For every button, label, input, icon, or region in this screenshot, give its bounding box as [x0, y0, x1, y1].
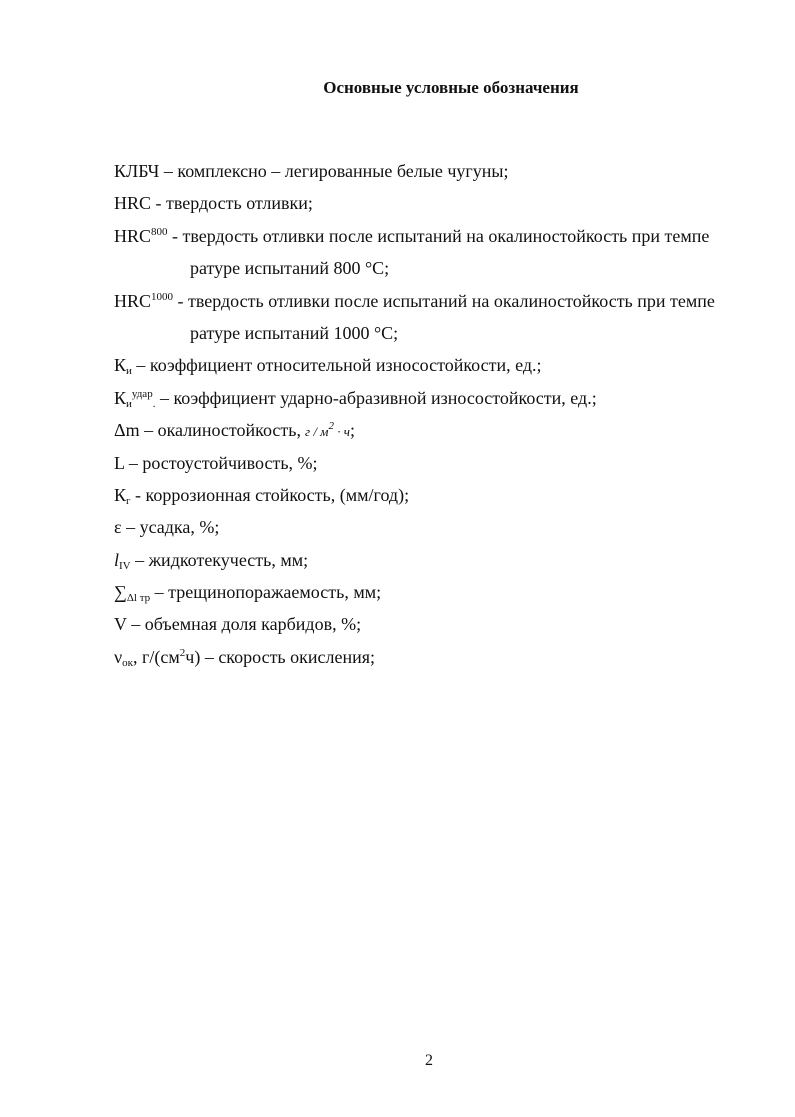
page-title: Основные условные обозначения: [323, 78, 579, 97]
separator: –: [155, 387, 174, 408]
term-superscript: 800: [151, 225, 168, 238]
term: ε: [114, 517, 122, 538]
notation-entry-sum-dl: [114, 576, 754, 608]
term: V: [114, 614, 127, 635]
unit-part: · ч: [333, 424, 350, 440]
notation-entry-liv: [114, 544, 754, 576]
notation-entry-nu-ok: [114, 641, 754, 673]
separator: -: [151, 193, 167, 214]
notation-entry-hrc1000: [114, 285, 754, 317]
term-subscript: ок: [122, 656, 133, 669]
separator: –: [139, 420, 158, 441]
term-unit-end: ч): [185, 646, 201, 667]
notation-entry-kg: [114, 479, 754, 511]
separator: –: [126, 614, 145, 635]
term-subscript: и: [126, 365, 132, 378]
description: твердость отливки после испытаний на окалиностойкость при темпе: [182, 225, 710, 246]
term: К: [114, 484, 127, 505]
description: твердость отливки;: [166, 193, 313, 214]
unit-formula: [305, 420, 350, 440]
notation-entry-v: [114, 608, 754, 640]
unit-part: г / м: [305, 424, 329, 440]
description: усадка, %;: [139, 517, 220, 538]
term: HRC: [114, 193, 152, 214]
separator: –: [131, 355, 150, 376]
description: твердость отливки после испытаний на окалиностойкость при темпе: [188, 290, 715, 311]
term: HRC: [114, 225, 152, 246]
notation-entry-hrc800: [114, 220, 754, 252]
term-subscript-dot: .: [152, 397, 156, 410]
description: коэффициент ударно-абразивной износостойкости, ед.;: [173, 387, 597, 408]
term: Δm: [114, 420, 140, 441]
notation-entry-klbch: [114, 155, 754, 187]
term: К: [114, 355, 127, 376]
separator: –: [130, 549, 149, 570]
description: скорость окисления;: [218, 646, 376, 667]
description: окалиностойкость,: [157, 420, 301, 441]
page-number: 2: [425, 1052, 433, 1069]
term-unit-superscript: 2: [179, 646, 186, 659]
term: КЛБЧ: [114, 161, 160, 181]
description: объемная доля карбидов, %;: [144, 614, 362, 635]
term-superscript: удар: [131, 387, 153, 400]
unit-superscript: 2: [328, 420, 334, 433]
description: жидкотекучесть, мм;: [148, 549, 309, 570]
term: ∑: [114, 582, 127, 603]
term-superscript: 1000: [151, 290, 174, 303]
separator: -: [167, 225, 183, 246]
term-subscript: г: [126, 494, 131, 507]
separator: –: [121, 517, 140, 538]
term-unit: , г/(см: [133, 646, 180, 667]
term: ν: [114, 646, 123, 667]
separator: -: [130, 484, 146, 505]
notation-entry-epsilon: [114, 511, 754, 543]
separator: –: [200, 646, 219, 667]
separator: –: [124, 452, 143, 473]
notation-entry-hrc: [114, 187, 754, 219]
term-subscript: и: [126, 397, 132, 410]
notation-entry-l: [114, 447, 754, 479]
term: L: [114, 452, 125, 473]
separator: –: [150, 582, 169, 603]
description: коэффициент относительной износостойкости, ед.;: [149, 355, 542, 376]
term: l: [114, 549, 120, 570]
term: К: [114, 387, 127, 408]
notation-list: [114, 155, 754, 673]
separator: –: [159, 161, 178, 181]
line-end: ;: [349, 420, 355, 441]
notation-entry-hrc800-continuation: ратуре испытаний 800 °С;: [190, 258, 390, 279]
notation-entry-ki: [114, 349, 754, 381]
description: комплексно – легированные белые чугуны;: [177, 161, 509, 181]
description: ростоустойчивость, %;: [142, 452, 318, 473]
notation-entry-hrc1000-continuation: ратуре испытаний 1000 °С;: [190, 322, 399, 343]
notation-entry-ki-udar: [114, 382, 754, 414]
description: коррозионная стойкость, (мм/год);: [145, 484, 410, 505]
notation-entry-delta-m: [114, 414, 754, 446]
term-subscript: IV: [119, 559, 131, 572]
separator: -: [173, 290, 189, 311]
description: трещинопоражаемость, мм;: [168, 582, 382, 603]
term: HRC: [114, 290, 152, 311]
term-subscript: Δl тр: [126, 592, 151, 605]
